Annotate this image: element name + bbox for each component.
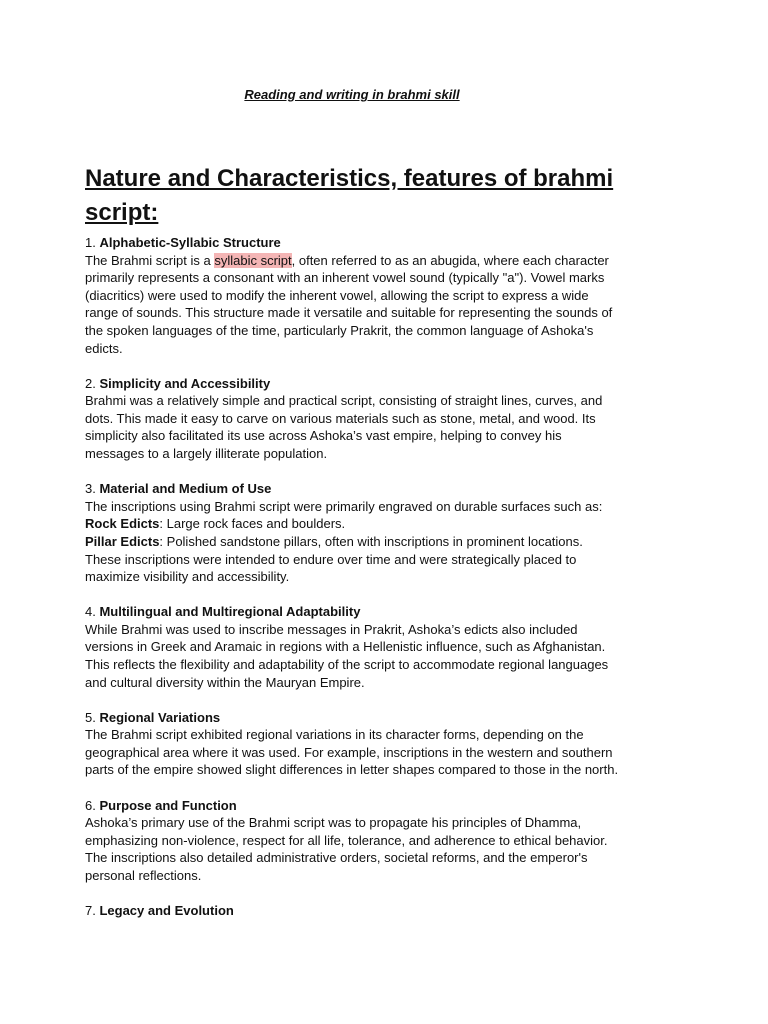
text-span: emphasizing non-violence, respect for all life, tolerance, and adherence to ethical behavior. — [85, 832, 608, 848]
paragraph-line — [85, 269, 625, 287]
paragraph-line — [85, 392, 625, 410]
paragraph-line — [85, 533, 625, 551]
text-span: , often referred to as an abugida, where each character — [291, 252, 609, 268]
paragraph-line — [85, 674, 625, 692]
text-span: : Large rock faces and boulders. — [159, 516, 346, 532]
section-title-text: Purpose and Function — [99, 797, 237, 813]
text-span: : Polished sandstone pillars, often with inscriptions in prominent locations. — [159, 533, 583, 549]
text-span: The Brahmi script exhibited regional variations in its character forms, depending on the — [85, 727, 584, 743]
list-item — [85, 709, 625, 779]
paragraph-line — [85, 832, 625, 850]
paragraph-line — [85, 252, 625, 270]
section-title-text: Alphabetic-Syllabic Structure — [99, 235, 281, 250]
paragraph-line — [85, 515, 625, 533]
highlighted-text: syllabic script — [214, 252, 292, 268]
section-title — [85, 797, 625, 815]
paragraph-line — [85, 287, 625, 305]
text-span: messages to a largely illiterate population. — [85, 446, 328, 462]
paragraph-line — [85, 867, 625, 885]
section-number: 3. — [85, 481, 96, 497]
paragraph-line — [85, 498, 625, 516]
paragraph-line — [85, 304, 625, 322]
text-span: maximize visibility and accessibility. — [85, 569, 290, 585]
list-item — [85, 603, 625, 691]
section-number: 5. — [85, 709, 96, 725]
text-span: These inscriptions were intended to endure over time and were strategically placed to — [85, 551, 577, 567]
paragraph-line — [85, 621, 625, 639]
paragraph-line — [85, 849, 625, 867]
heading-line: script: — [85, 199, 159, 226]
paragraph-line — [85, 568, 625, 586]
section-title — [85, 709, 625, 727]
section-title-text: Material and Medium of Use — [99, 481, 272, 497]
text-span: and cultural diversity within the Mauryan Empire. — [85, 674, 365, 690]
heading-line: Nature and Characteristics, features of brahmi — [85, 165, 614, 192]
paragraph-line — [85, 814, 625, 832]
bold-term: Rock Edicts — [85, 516, 160, 532]
list-item — [85, 902, 625, 920]
text-span: While Brahmi was used to inscribe messages in Prakrit, Ashoka’s edicts also included — [85, 621, 578, 637]
section-number: 7. — [85, 903, 96, 918]
text-span: primarily represents a consonant with an inherent vowel sound (typically "a"). Vowel marks — [85, 270, 605, 286]
text-span: (diacritics) were used to modify the inherent vowel, allowing the script to express a wide — [85, 287, 589, 303]
text-span: versions in Greek and Aramaic in regions with a Hellenistic influence, such as Afghanistan. — [85, 639, 606, 655]
section-title-text: Legacy and Evolution — [99, 903, 234, 918]
section-number: 4. — [85, 604, 96, 620]
document-body — [85, 234, 625, 937]
text-span: This reflects the flexibility and adaptability of the script to accommodate regional languages — [85, 656, 609, 672]
list-item — [85, 797, 625, 885]
section-title — [85, 375, 625, 393]
list-item — [85, 375, 625, 463]
list-item — [85, 234, 625, 357]
paragraph-line — [85, 656, 625, 674]
text-span: The Brahmi script is a — [85, 252, 215, 268]
section-title — [85, 480, 625, 498]
text-span: Brahmi was a relatively simple and practical script, consisting of straight lines, curves, and — [85, 393, 603, 409]
section-heading — [85, 162, 645, 230]
section-number: 2. — [85, 375, 96, 391]
text-span: Ashoka’s primary use of the Brahmi script was to propagate his principles of Dhamma, — [85, 815, 582, 831]
paragraph-line — [85, 427, 625, 445]
text-span: geographical area where it was used. For example, inscriptions in the western and southern — [85, 744, 613, 760]
paragraph-line — [85, 445, 625, 463]
paragraph-line — [85, 551, 625, 569]
list-item — [85, 480, 625, 586]
section-number: 1. — [85, 235, 96, 250]
section-title — [85, 902, 625, 920]
paragraph-line — [85, 638, 625, 656]
section-title-text: Regional Variations — [99, 709, 221, 725]
paragraph-line — [85, 340, 625, 358]
section-title-text: Multilingual and Multiregional Adaptability — [99, 604, 361, 620]
paragraph-line — [85, 410, 625, 428]
bold-term: Pillar Edicts — [85, 533, 160, 549]
section-title — [85, 234, 625, 252]
paragraph-line — [85, 726, 625, 744]
section-title — [85, 603, 625, 621]
text-span: parts of the empire showed slight differences in letter shapes compared to those in the north. — [85, 762, 619, 778]
text-span: The inscriptions using Brahmi script were primarily engraved on durable surfaces such as: — [85, 498, 603, 514]
text-span: simplicity also facilitated its use across Ashoka’s vast empire, helping to convey his — [85, 428, 562, 444]
section-title-text: Simplicity and Accessibility — [99, 375, 271, 391]
text-span: dots. This made it easy to carve on various materials such as stone, metal, and wood. Its — [85, 410, 596, 426]
paragraph-line — [85, 744, 625, 762]
paragraph-line — [85, 761, 625, 779]
paragraph-line — [85, 322, 625, 340]
text-span: range of sounds. This structure made it versatile and suitable for representing the sounds of — [85, 305, 613, 321]
text-span: edicts. — [85, 340, 123, 356]
text-span: The inscriptions also detailed administrative orders, societal reforms, and the emperor's — [85, 850, 588, 866]
section-number: 6. — [85, 797, 96, 813]
text-span: the spoken languages of the time, particularly Prakrit, the common language of Ashoka's — [85, 322, 594, 338]
document-title: Reading and writing in brahmi skill — [244, 87, 460, 102]
text-span: personal reflections. — [85, 867, 202, 883]
